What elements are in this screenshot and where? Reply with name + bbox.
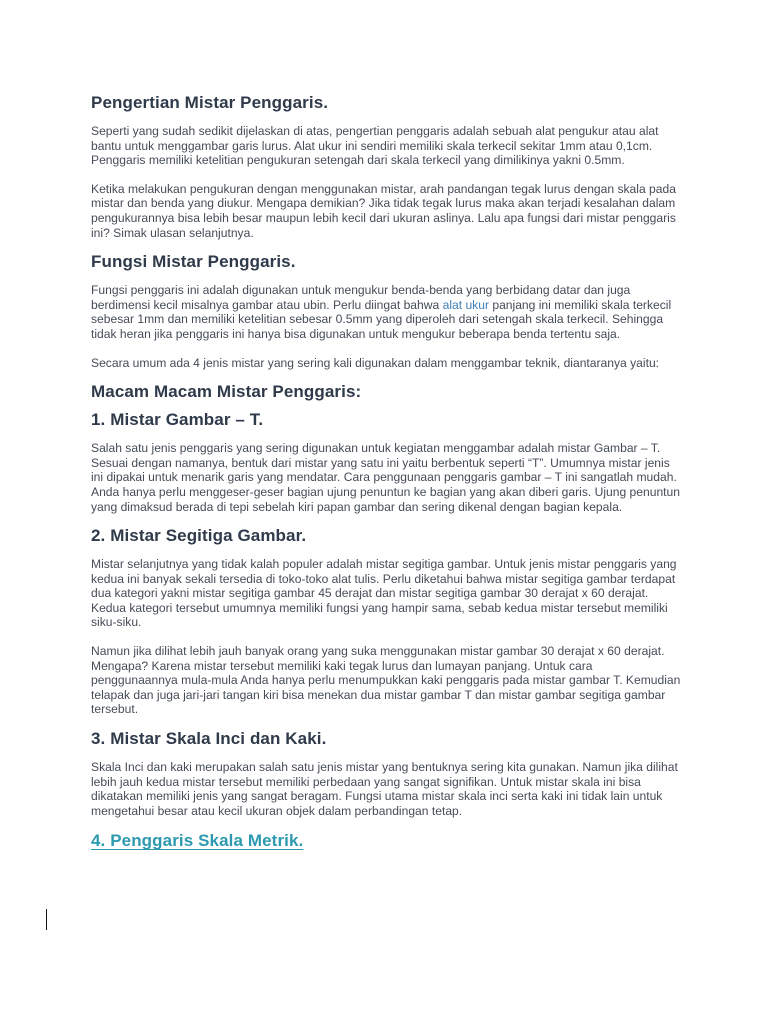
- paragraph: Mistar selanjutnya yang tidak kalah populer adalah mistar segitiga gambar. Untuk jenis mistar penggaris yang kedua ini banyak sekali tersedia di toko-toko alat tulis. Perlu diketahui bahwa mistar segitiga gambar terdapat dua kategori yakni mistar segitiga gambar 45 derajat dan mistar segitiga gambar 30 derajat x 60 derajat. Kedua kategori tersebut umumnya memiliki fungsi yang hampir sama, sebab kedua mistar tersebut memiliki siku-siku.: [91, 557, 677, 630]
- document-page: [91, 92, 681, 852]
- section-heading-skala-inci: 3. Mistar Skala Inci dan Kaki.: [91, 729, 327, 749]
- text-cursor: [46, 909, 47, 930]
- paragraph: Seperti yang sudah sedikit dijelaskan di atas, pengertian penggaris adalah sebuah alat pengukur atau alat bantu untuk menggambar garis lurus. Alat ukur ini sendiri memiliki skala terkecil sekitar 1mm atau 0,1cm. Penggaris memiliki ketelitian pengukuran setengah dari skala terkecil yang dimilikinya yakni 0.5mm.: [91, 124, 659, 168]
- paragraph-text: Fungsi penggaris ini adalah digunakan untuk mengukur benda-benda yang berbidang datar dan juga berdimensi kecil misalnya gambar atau ubin. Perlu diingat bahwa: [91, 283, 631, 312]
- paragraph: Namun jika dilihat lebih jauh banyak orang yang suka menggunakan mistar gambar 30 derajat x 60 derajat. Mengapa? Karena mistar tersebut memiliki kaki tegak lurus dan lumayan panjang. Untuk cara penggunaannya mula-mula Anda hanya perlu menumpukkan kaki penggaris pada mistar gambar T. Kemudian telapak dan juga jari-jari tangan kiri bisa menekan dua mistar gambar T dan mistar gambar segitiga gambar tersebut.: [91, 644, 681, 717]
- section-heading-mistar-gambar-t: 1. Mistar Gambar – T.: [91, 410, 264, 430]
- section-heading-fungsi: Fungsi Mistar Penggaris.: [91, 252, 296, 272]
- paragraph: Skala Inci dan kaki merupakan salah satu jenis mistar yang bentuknya sering kita gunakan. Namun jika dilihat lebih jauh kedua mistar tersebut memiliki perbedaan yang sangat signifikan. Untuk mistar skala ini bisa dikatakan memiliki jenis yang sangat beragam. Fungsi utama mistar skala inci serta kaki ini tidak lain untuk mengetahui besar atau kecil ukuran objek dalam perbandingan tetap.: [91, 760, 678, 818]
- paragraph-text: panjang ini memiliki skala terkecil sebesar 1mm dan memiliki ketelitian sebesar 0.5mm yang diperoleh dari setengah skala terkecil. Sehingga tidak heran jika penggaris ini hanya bisa digunakan untuk mengukur beberapa benda tertentu saja.: [91, 297, 672, 341]
- section-heading-mistar-segitiga: 2. Mistar Segitiga Gambar.: [91, 526, 307, 546]
- paragraph: Salah satu jenis penggaris yang sering digunakan untuk kegiatan menggambar adalah mistar Gambar – T. Sesuai dengan namanya, bentuk dari mistar yang satu ini yaitu berbentuk seperti “T”. Umumnya mistar jenis ini dipakai untuk menarik garis yang mendatar. Cara penggunaan penggaris gambar – T ini sangatlah mudah. Anda hanya perlu menggeser-geser bagian ujung penuntun ke bagian yang akan diberi garis. Ujung penuntun yang dimaksud berada di tepi sebelah kiri papan gambar dan sering dikenal dengan bagian kepala.: [91, 441, 680, 514]
- section-heading-pengertian: Pengertian Mistar Penggaris.: [91, 93, 329, 112]
- paragraph: Ketika melakukan pengukuran dengan menggunakan mistar, arah pandangan tegak lurus dengan skala pada mistar dan benda yang diukur. Mengapa demikian? Jika tidak tegak lurus maka akan terjadi kesalahan dalam pengukurannya bisa lebih besar maupun lebih kecil dari ukuran aslinya. Lalu apa fungsi dari mistar penggaris ini? Simak ulasan selanjutnya.: [91, 181, 676, 240]
- section-heading-macam: Macam Macam Mistar Penggaris:: [91, 382, 362, 402]
- section-heading-skala-metrik-link[interactable]: 4. Penggaris Skala Metrik.: [91, 831, 304, 851]
- paragraph: Secara umum ada 4 jenis mistar yang sering kali digunakan dalam menggambar teknik, diantaranya yaitu:: [91, 355, 660, 370]
- paragraph: [91, 283, 681, 341]
- alat-ukur-link[interactable]: alat ukur: [442, 297, 489, 312]
